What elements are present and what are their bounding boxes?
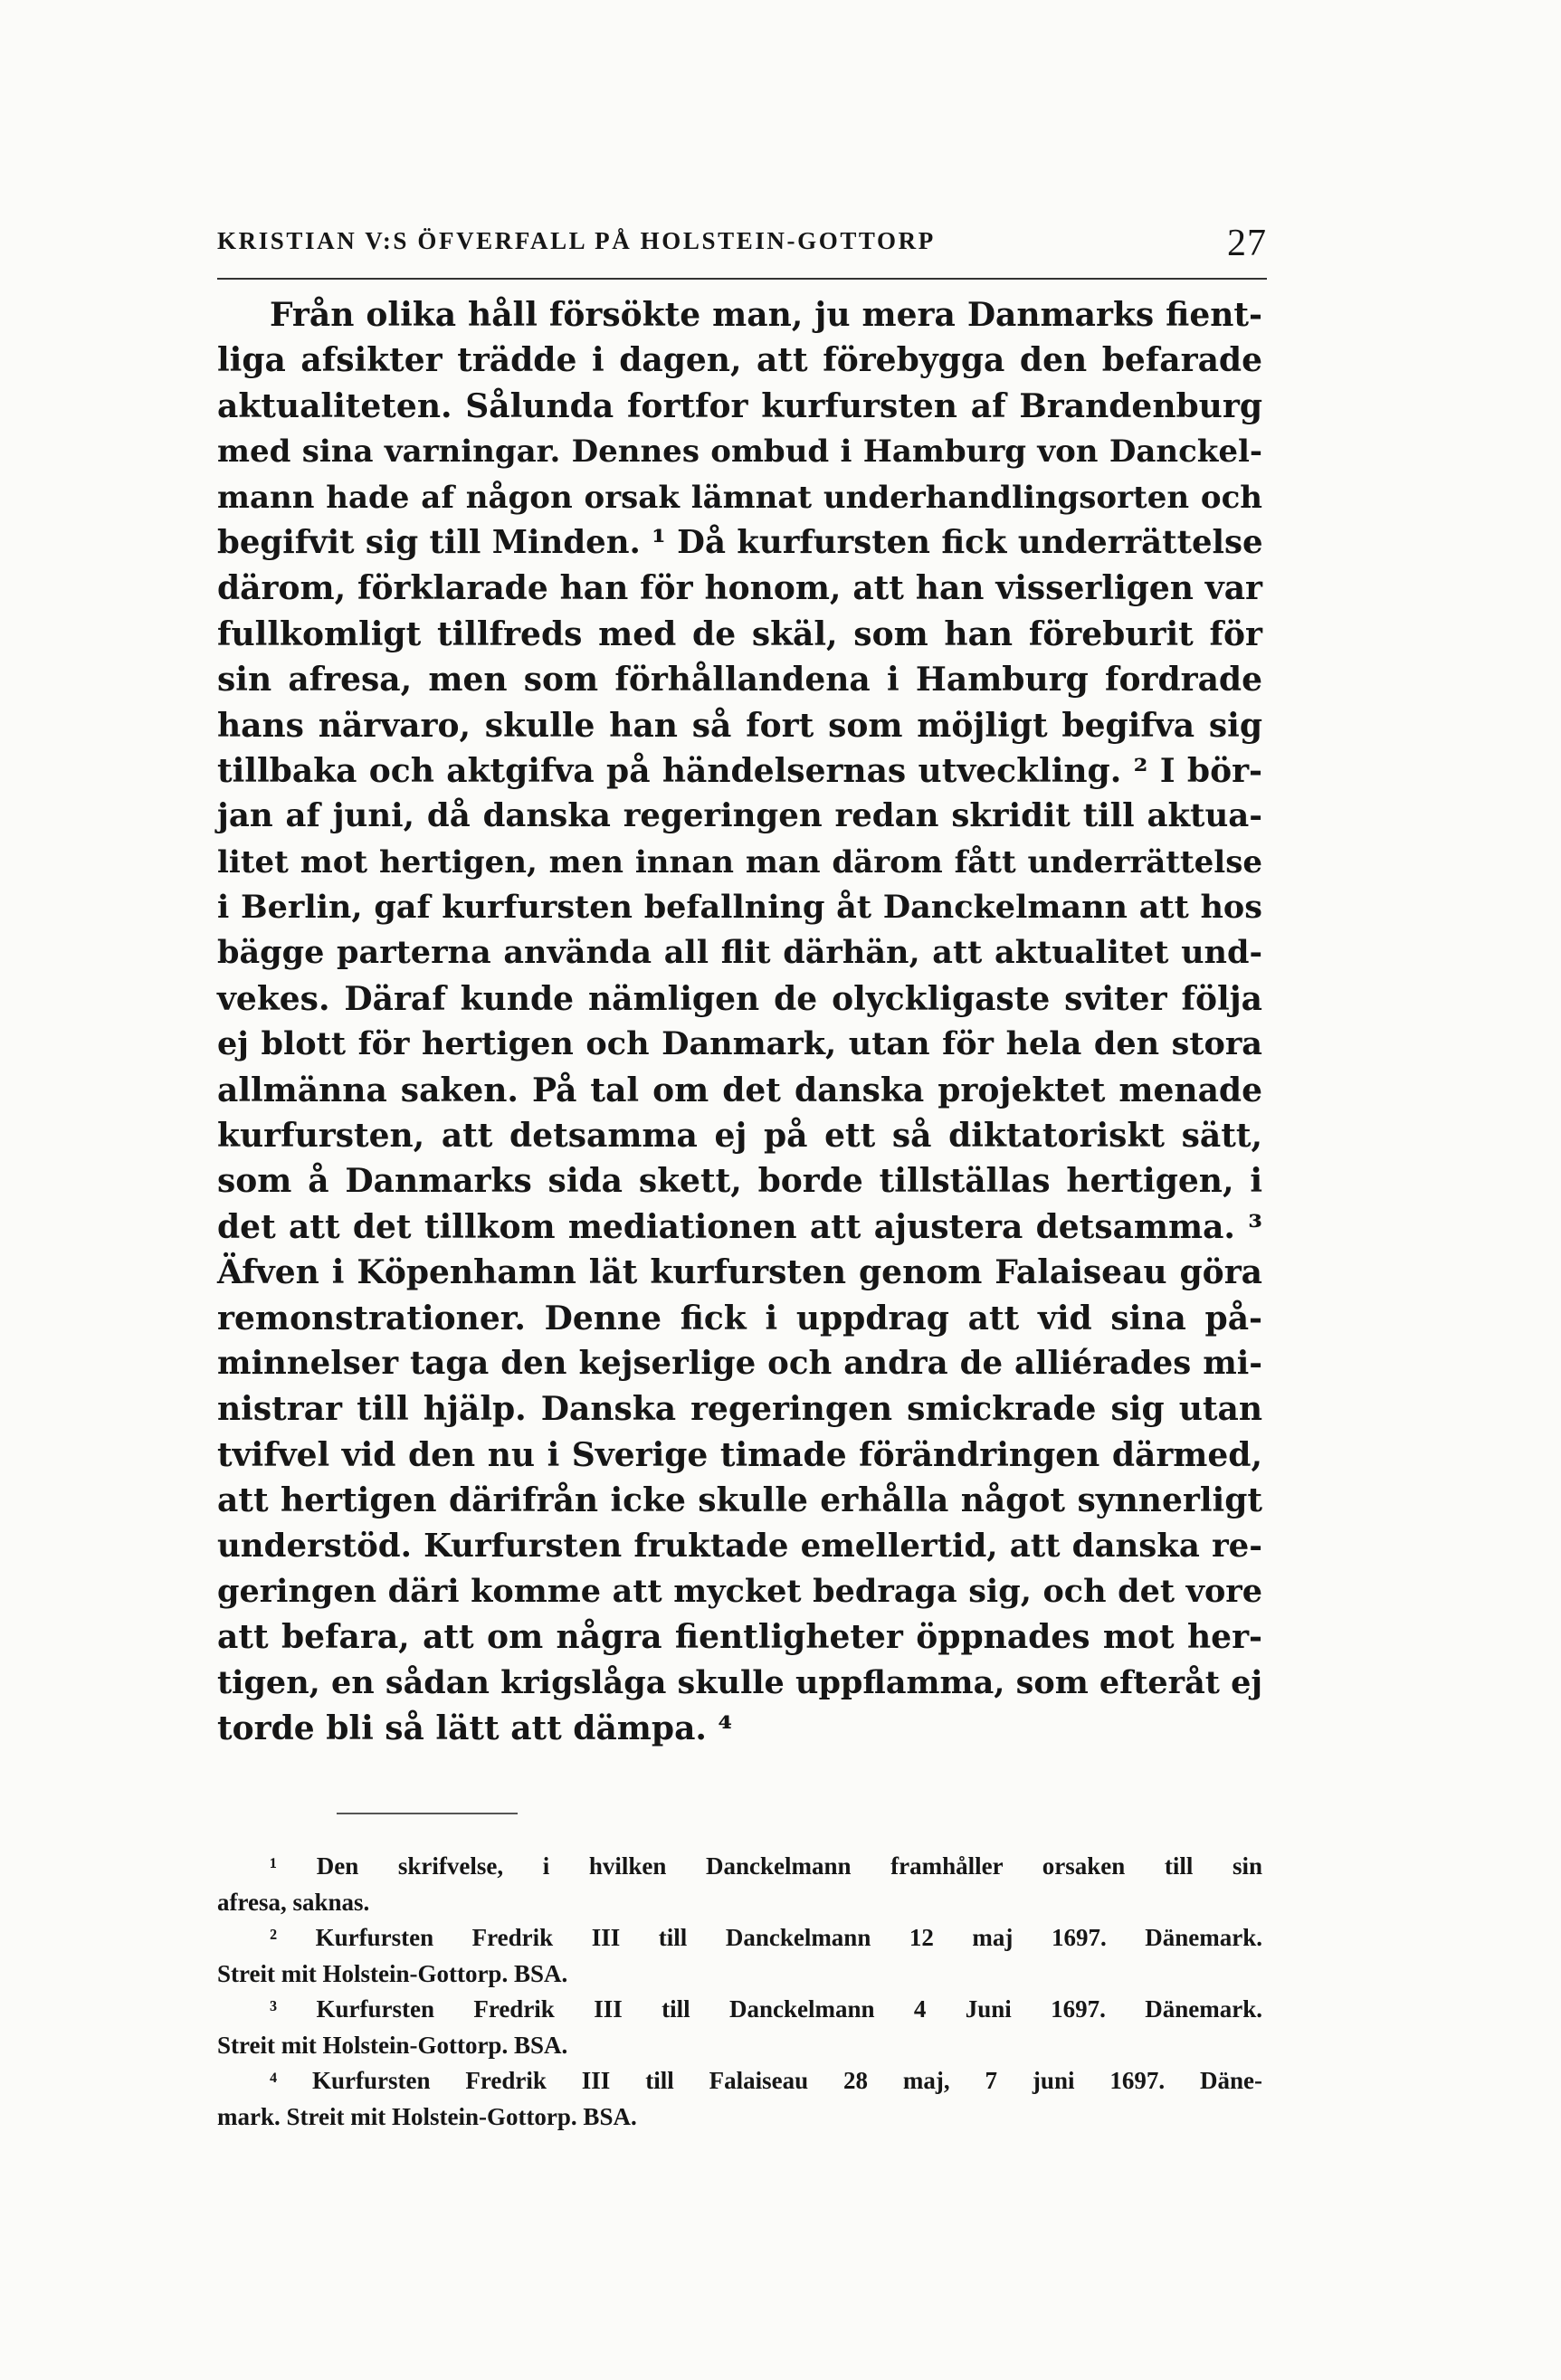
text-line: Från olika håll försökte man, ju mera Danmarks fient-: [270, 296, 1262, 334]
text-line: understöd. Kurfursten fruktade emellertid, att danska re-: [217, 1527, 1262, 1565]
text-line: det att det tillkom mediationen att ajustera detsamma. ³: [217, 1207, 1262, 1246]
text-line: mann hade af någon orsak lämnat underhandlingsorten och: [217, 479, 1262, 516]
text-line: jan af juni, då danska regeringen redan skridit till aktua-: [217, 797, 1262, 835]
text-line: tillbaka och aktgifva på händelsernas utveckling. ² I bör-: [217, 751, 1262, 790]
footnote-line: ³ Kurfursten Fredrik III till Danckelmann 4 Juni 1697. Dänemark.: [270, 1995, 1262, 2023]
text-line: remonstrationer. Denne fick i uppdrag att vid sina på-: [217, 1299, 1262, 1338]
text-line: att befara, att om några fientligheter öppnades mot her-: [217, 1618, 1262, 1657]
text-line: minnelser taga den kejserlige och andra de alliérades mi-: [217, 1344, 1262, 1382]
text-line: tvifvel vid den nu i Sverige timade förändringen därmed,: [217, 1435, 1262, 1474]
text-line: nistrar till hjälp. Danska regeringen smickrade sig utan: [217, 1390, 1262, 1429]
text-line: tigen, en sådan krigslåga skulle uppflamma, som efteråt ej: [217, 1663, 1263, 1701]
text-line: liga afsikter trädde i dagen, att förebygga den befarade: [217, 341, 1262, 380]
text-line: fullkomligt tillfreds med de skäl, som han föreburit för: [217, 614, 1262, 653]
page-number: 27: [1227, 223, 1267, 264]
text-line: Äfven i Köpenhamn lät kurfursten genom Falaiseau göra: [217, 1253, 1262, 1292]
header-rule: [217, 278, 1267, 280]
footnote-line: ² Kurfursten Fredrik III till Danckelmann 12 maj 1697. Dänemark.: [270, 1924, 1262, 1951]
text-line: därom, förklarade han för honom, att han visserligen var: [217, 569, 1262, 608]
text-line: ej blott för hertigen och Danmark, utan för hela den stora: [217, 1025, 1262, 1063]
text-line: sin afresa, men som förhållandena i Hamburg fordrade: [217, 661, 1262, 700]
text-line: aktualiteten. Sålunda fortfor kurfursten af Brandenburg: [217, 386, 1262, 425]
footnote-line: afresa, saknas.: [217, 1888, 370, 1916]
footnote-line: ¹ Den skrifvelse, i hvilken Danckelmann framhåller orsaken till sin: [270, 1852, 1262, 1880]
text-line: torde bli så lätt att dämpa. ⁴: [217, 1709, 733, 1748]
text-line: bägge parterna använda all flit därhän, att aktualitet und-: [217, 934, 1262, 972]
text-line: att hertigen därifrån icke skulle erhålla något synnerligt: [217, 1481, 1262, 1520]
text-line: hans närvaro, skulle han så fort som möjligt begifva sig: [217, 706, 1262, 745]
footnote-line: mark. Streit mit Holstein-Gottorp. BSA.: [217, 2102, 637, 2130]
footnote-line: ⁴ Kurfursten Fredrik III till Falaiseau 28 maj, 7 juni 1697. Däne-: [270, 2067, 1262, 2094]
text-line: litet mot hertigen, men innan man därom fått underrättelse: [217, 843, 1262, 881]
text-line: med sina varningar. Dennes ombud i Hamburg von Danckel-: [217, 433, 1262, 471]
body-paragraph: [217, 292, 1262, 1752]
text-line: begifvit sig till Minden. ¹ Då kurfursten fick underrättelse: [217, 523, 1263, 561]
footnote-separator: [337, 1813, 518, 1814]
footnotes: [217, 1849, 1262, 2135]
text-line: allmänna saken. På tal om det danska projektet menade: [217, 1071, 1262, 1109]
page-header: [217, 222, 1267, 267]
text-line: geringen däri komme att mycket bedraga sig, och det vore: [217, 1572, 1262, 1610]
footnote-line: Streit mit Holstein-Gottorp. BSA.: [217, 1959, 568, 1987]
text-line: vekes. Däraf kunde nämligen de olyckligaste sviter följa: [217, 979, 1262, 1018]
footnote-line: Streit mit Holstein-Gottorp. BSA.: [217, 2031, 568, 2059]
text-line: som å Danmarks sida skett, borde tillställas hertigen, i: [217, 1162, 1262, 1201]
running-head: KRISTIAN V:S ÖFVERFALL PÅ HOLSTEIN-GOTTORP: [217, 227, 936, 254]
text-line: i Berlin, gaf kurfursten befallning åt Danckelmann att hos: [217, 889, 1262, 927]
text-line: kurfursten, att detsamma ej på ett så diktatoriskt sätt,: [217, 1117, 1262, 1156]
